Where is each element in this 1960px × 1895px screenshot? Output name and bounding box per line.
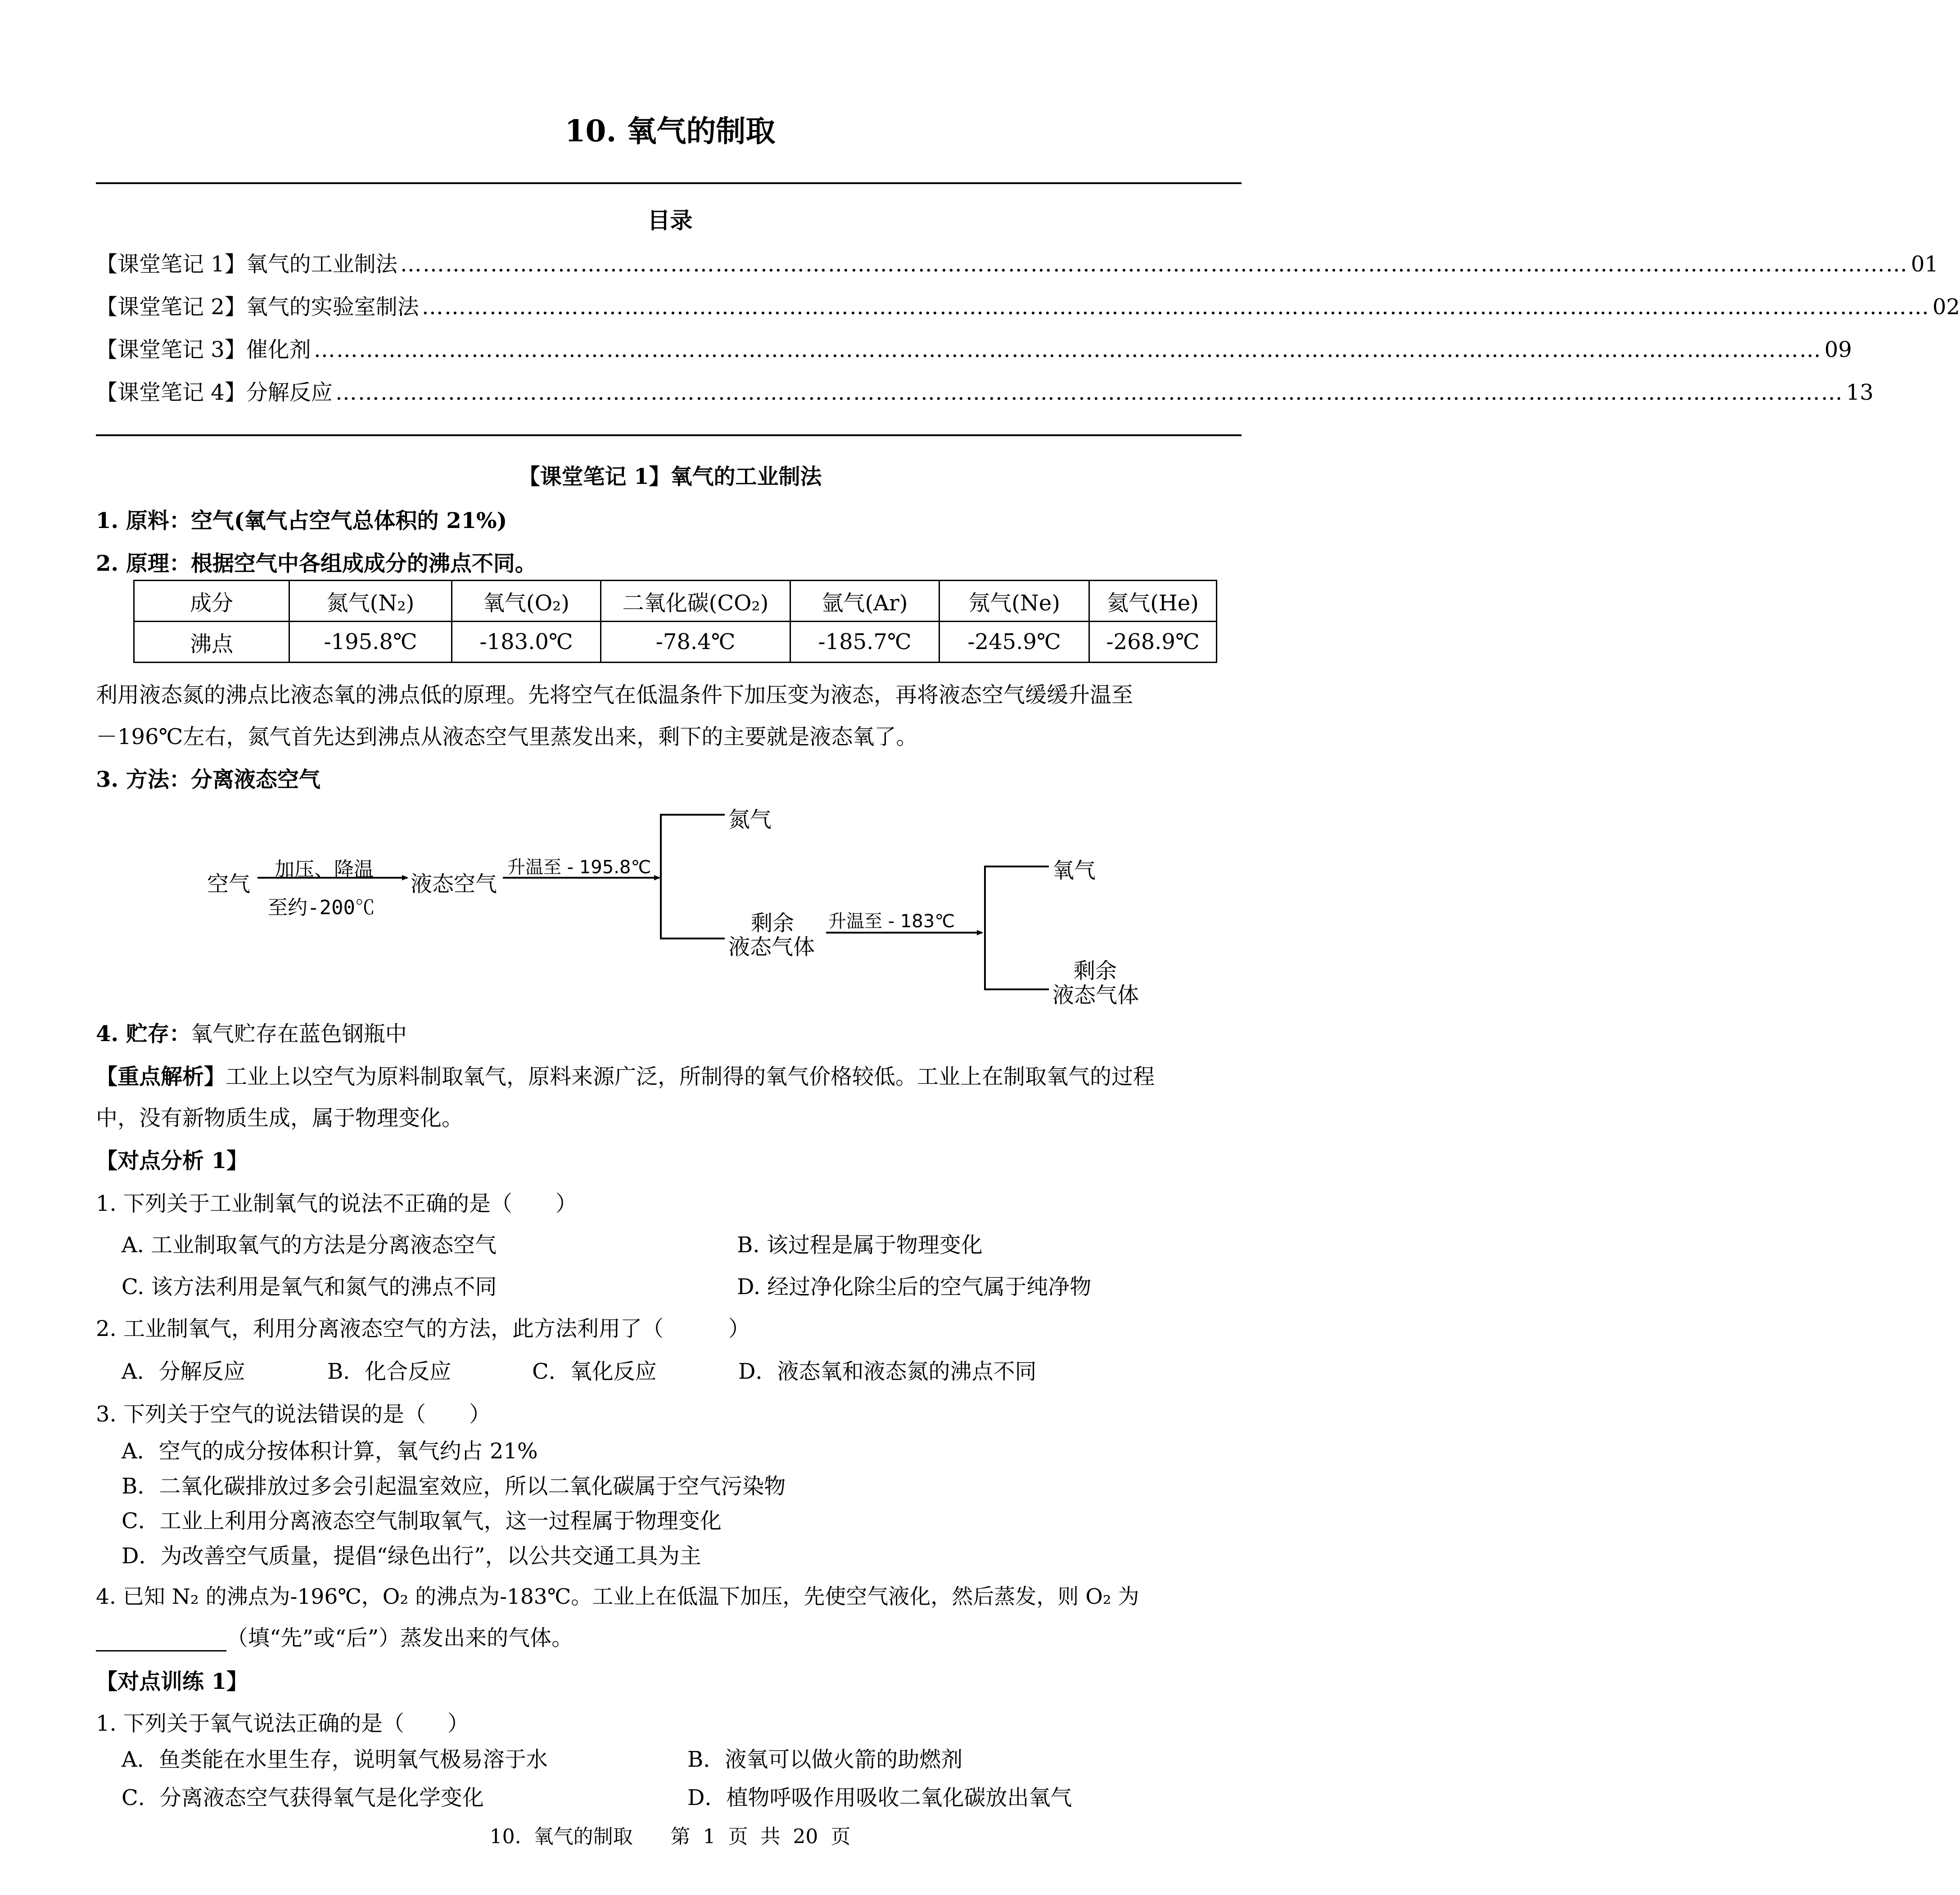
point-storage: 4. 贮存：氧气贮存在蓝色钢瓶中 xyxy=(96,1021,407,1047)
table-cell: 二氧化碳(CO₂) xyxy=(601,581,790,622)
diagram-remain-1a: 剩余 xyxy=(751,911,795,936)
toc-item-page: 09 xyxy=(1824,337,1852,362)
point-method: 3. 方法：分离液态空气 xyxy=(96,767,321,792)
explain-line-1: 利用液态氮的沸点比液态氧的沸点低的原理。先将空气在低温条件下加压变为液态，再将液态空气缓缓升温至 xyxy=(96,682,1134,708)
toc-item-page: 02 xyxy=(1932,294,1960,320)
diagram-oxygen: 氧气 xyxy=(1052,858,1096,883)
diagram-remain-1b: 液态气体 xyxy=(728,934,815,960)
question-4-text: （填“先”或“后”）蒸发出来的气体。 xyxy=(226,1625,574,1651)
explain-line-2: －196℃左右，氮气首先达到沸点从液态空气里蒸发出来，剩下的主要就是液态氧了。 xyxy=(96,724,918,749)
analysis-heading: 【对点分析 1】 xyxy=(96,1148,248,1173)
toc-heading: 目录 xyxy=(647,207,693,234)
training-option-b[interactable]: B．液氧可以做火箭的助燃剂 xyxy=(687,1747,963,1772)
table-cell: -245.9℃ xyxy=(939,622,1089,663)
branch-2 xyxy=(985,866,1049,989)
option-1c[interactable]: C. 该方法利用是氧气和氮气的沸点不同 xyxy=(122,1274,497,1299)
option-3b[interactable]: B．二氧化碳排放过多会引起温室效应，所以二氧化碳属于空气污染物 xyxy=(122,1474,786,1499)
table-cell: -268.9℃ xyxy=(1089,622,1217,663)
option-2d[interactable]: D．液态氧和液态氮的沸点不同 xyxy=(738,1359,1037,1384)
toc-leader: ………………………………………………………………………………………………………………………………………………………………………………… xyxy=(421,294,1930,320)
question-2: 2. 工业制氧气，利用分离液态空气的方法，此方法利用了（ ） xyxy=(96,1316,750,1341)
key-analysis-label: 【重点解析】 xyxy=(96,1064,226,1089)
diagram-remain-2a: 剩余 xyxy=(1074,958,1117,984)
diagram-condition-top: 加压、降温 xyxy=(275,858,374,881)
table-cell: -78.4℃ xyxy=(601,622,790,663)
table-cell: -183.0℃ xyxy=(452,622,601,663)
diagram-heat-1: 升温至 - 195.8℃ xyxy=(507,857,651,878)
toc-leader: ………………………………………………………………………………………………………………………………………………………………………………… xyxy=(313,337,1822,362)
option-3a[interactable]: A．空气的成分按体积计算，氧气约占 21% xyxy=(122,1439,538,1464)
diagram-liquid-air: 液态空气 xyxy=(411,871,497,897)
key-analysis-text: 工业上以空气为原料制取氧气，原料来源广泛，所制得的氧气价格较低。工业上在制取氧气的过程 xyxy=(226,1064,1155,1089)
page-footer: 10. 氧气的制取 第 1 页 共 20 页 xyxy=(489,1825,851,1848)
training-option-d[interactable]: D．植物呼吸作用吸收二氧化碳放出氧气 xyxy=(687,1785,1072,1810)
table-cell: -195.8℃ xyxy=(289,622,452,663)
table-cell: 沸点 xyxy=(134,622,289,663)
point-storage-text: 氧气贮存在蓝色钢瓶中 xyxy=(190,1021,407,1047)
key-analysis-line-1 xyxy=(96,1059,1155,1090)
toc-item-label: 【课堂笔记 1】氧气的工业制法 xyxy=(96,252,397,277)
option-2b[interactable]: B．化合反应 xyxy=(327,1359,452,1384)
question-3: 3. 下列关于空气的说法错误的是（ ） xyxy=(96,1402,491,1427)
table-cell: 氮气(N₂) xyxy=(289,581,452,622)
diagram-nitrogen: 氮气 xyxy=(728,807,772,832)
point-raw-material: 1. 原料：空气(氧气占空气总体积的 21%) xyxy=(96,508,507,533)
question-1: 1. 下列关于工业制氧气的说法不正确的是（ ） xyxy=(96,1191,578,1216)
training-heading: 【对点训练 1】 xyxy=(96,1669,248,1694)
option-2c[interactable]: C．氧化反应 xyxy=(532,1359,657,1384)
option-3d[interactable]: D．为改善空气质量，提倡“绿色出行”，以公共交通工具为主 xyxy=(122,1543,701,1569)
option-1d[interactable]: D. 经过净化除尘后的空气属于纯净物 xyxy=(737,1274,1092,1299)
diagram-condition-bottom: 至约-200℃ xyxy=(268,896,375,919)
table-cell: 氖气(Ne) xyxy=(939,581,1089,622)
table-cell: 成分 xyxy=(134,581,289,622)
table-cell: 氦气(He) xyxy=(1089,581,1217,622)
toc-item-label: 【课堂笔记 2】氧气的实验室制法 xyxy=(96,294,419,320)
training-option-a[interactable]: A．鱼类能在水里生存，说明氧气极易溶于水 xyxy=(122,1747,548,1772)
toc-leader: ………………………………………………………………………………………………………………………………………………………………………………… xyxy=(335,380,1843,405)
table-cell: 氩气(Ar) xyxy=(790,581,939,622)
key-analysis-line-2: 中，没有新物质生成，属于物理变化。 xyxy=(96,1105,464,1131)
branch-1 xyxy=(661,815,725,938)
diagram-air: 空气 xyxy=(207,871,251,897)
training-question-1: 1. 下列关于氧气说法正确的是（ ） xyxy=(96,1711,470,1736)
option-1a[interactable]: A. 工业制取氧气的方法是分离液态空气 xyxy=(122,1232,497,1258)
table-cell: -185.7℃ xyxy=(790,622,939,663)
diagram-remain-2b: 液态气体 xyxy=(1052,983,1139,1008)
training-option-c[interactable]: C．分离液态空气获得氧气是化学变化 xyxy=(122,1785,484,1810)
diagram-heat-2: 升温至 - 183℃ xyxy=(828,911,955,932)
option-2a[interactable]: A．分解反应 xyxy=(122,1359,245,1384)
toc-item-label: 【课堂笔记 4】分解反应 xyxy=(96,380,333,405)
toc-leader: ………………………………………………………………………………………………………………………………………………………………………………… xyxy=(400,252,1908,277)
toc-item-page: 01 xyxy=(1910,252,1938,277)
table-cell: 氧气(O₂) xyxy=(452,581,601,622)
page-title: 10. 氧气的制取 xyxy=(565,113,776,149)
option-1b[interactable]: B. 该过程是属于物理变化 xyxy=(737,1232,983,1258)
question-4-line-1: 4. 已知 N₂ 的沸点为-196℃，O₂ 的沸点为-183℃。工业上在低温下加压，先使空气液化，然后蒸发，则 O₂ 为 xyxy=(96,1584,1139,1609)
question-4-line-2 xyxy=(96,1620,573,1651)
section-heading: 【课堂笔记 1】氧气的工业制法 xyxy=(518,464,822,489)
toc-item-page: 13 xyxy=(1846,380,1874,405)
toc-item-label: 【课堂笔记 3】催化剂 xyxy=(96,337,311,362)
point-principle: 2. 原理：根据空气中各组成成分的沸点不同。 xyxy=(96,551,537,576)
answer-blank[interactable] xyxy=(96,1628,226,1651)
option-3c[interactable]: C．工业上利用分离液态空气制取氧气，这一过程属于物理变化 xyxy=(122,1508,722,1534)
